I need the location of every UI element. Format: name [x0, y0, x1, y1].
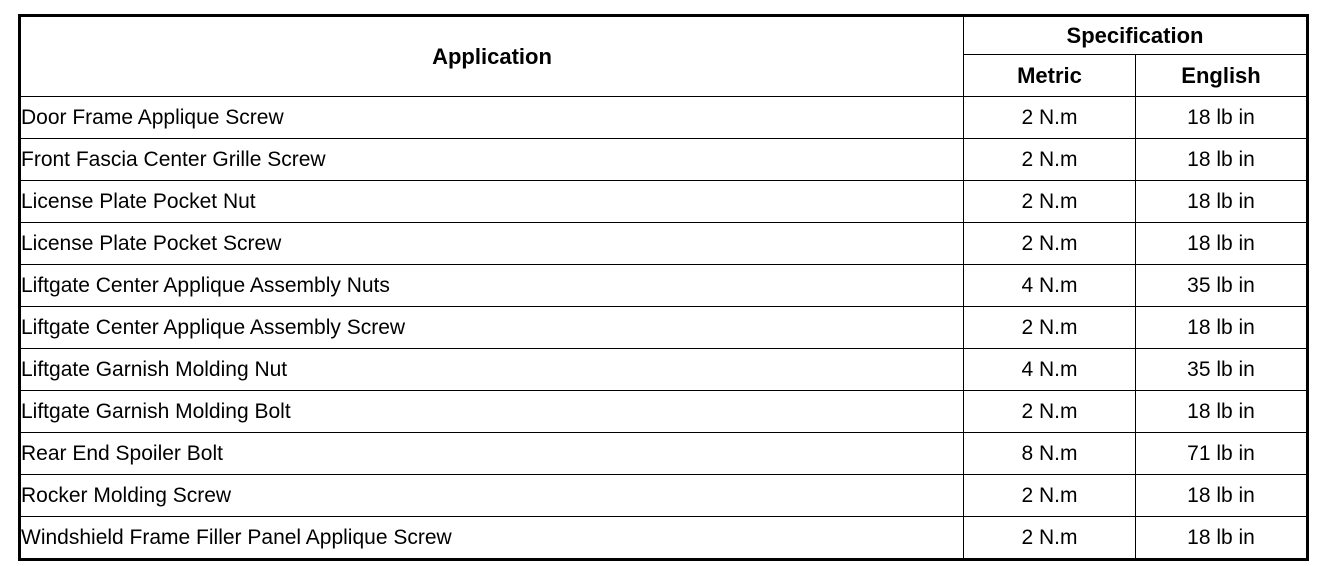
- cell-application: Front Fascia Center Grille Screw: [20, 139, 964, 181]
- cell-english: 18 lb in: [1136, 97, 1308, 139]
- table-row: [20, 307, 1308, 349]
- cell-metric: 2 N.m: [964, 181, 1136, 223]
- cell-metric: 2 N.m: [964, 97, 1136, 139]
- table-row: [20, 139, 1308, 181]
- column-header-application: Application: [20, 16, 964, 97]
- column-header-metric: Metric: [964, 55, 1136, 97]
- table-row: [20, 391, 1308, 433]
- cell-english: 18 lb in: [1136, 391, 1308, 433]
- table-header: [20, 16, 1308, 97]
- cell-english: 18 lb in: [1136, 517, 1308, 560]
- cell-english: 18 lb in: [1136, 475, 1308, 517]
- cell-metric: 2 N.m: [964, 139, 1136, 181]
- cell-application: Liftgate Garnish Molding Nut: [20, 349, 964, 391]
- cell-english: 18 lb in: [1136, 307, 1308, 349]
- cell-english: 18 lb in: [1136, 139, 1308, 181]
- cell-metric: 4 N.m: [964, 349, 1136, 391]
- cell-metric: 2 N.m: [964, 475, 1136, 517]
- header-row-top: [20, 16, 1308, 55]
- column-header-specification: Specification: [964, 16, 1308, 55]
- cell-english: 35 lb in: [1136, 265, 1308, 307]
- cell-application: Liftgate Center Applique Assembly Screw: [20, 307, 964, 349]
- cell-metric: 2 N.m: [964, 307, 1136, 349]
- cell-application: License Plate Pocket Nut: [20, 181, 964, 223]
- table-body: [20, 97, 1308, 560]
- cell-application: Rocker Molding Screw: [20, 475, 964, 517]
- cell-metric: 4 N.m: [964, 265, 1136, 307]
- table-row: [20, 97, 1308, 139]
- table-row: [20, 517, 1308, 560]
- cell-application: License Plate Pocket Screw: [20, 223, 964, 265]
- cell-metric: 2 N.m: [964, 391, 1136, 433]
- cell-application: Liftgate Garnish Molding Bolt: [20, 391, 964, 433]
- cell-english: 71 lb in: [1136, 433, 1308, 475]
- table-row: [20, 433, 1308, 475]
- table-row: [20, 181, 1308, 223]
- cell-english: 18 lb in: [1136, 223, 1308, 265]
- cell-metric: 8 N.m: [964, 433, 1136, 475]
- cell-application: Liftgate Center Applique Assembly Nuts: [20, 265, 964, 307]
- cell-metric: 2 N.m: [964, 517, 1136, 560]
- table-row: [20, 223, 1308, 265]
- cell-english: 18 lb in: [1136, 181, 1308, 223]
- column-header-english: English: [1136, 55, 1308, 97]
- fastener-specification-table: [18, 14, 1309, 561]
- cell-english: 35 lb in: [1136, 349, 1308, 391]
- cell-application: Door Frame Applique Screw: [20, 97, 964, 139]
- table-row: [20, 265, 1308, 307]
- cell-metric: 2 N.m: [964, 223, 1136, 265]
- table-row: [20, 349, 1308, 391]
- cell-application: Rear End Spoiler Bolt: [20, 433, 964, 475]
- table-row: [20, 475, 1308, 517]
- cell-application: Windshield Frame Filler Panel Applique Screw: [20, 517, 964, 560]
